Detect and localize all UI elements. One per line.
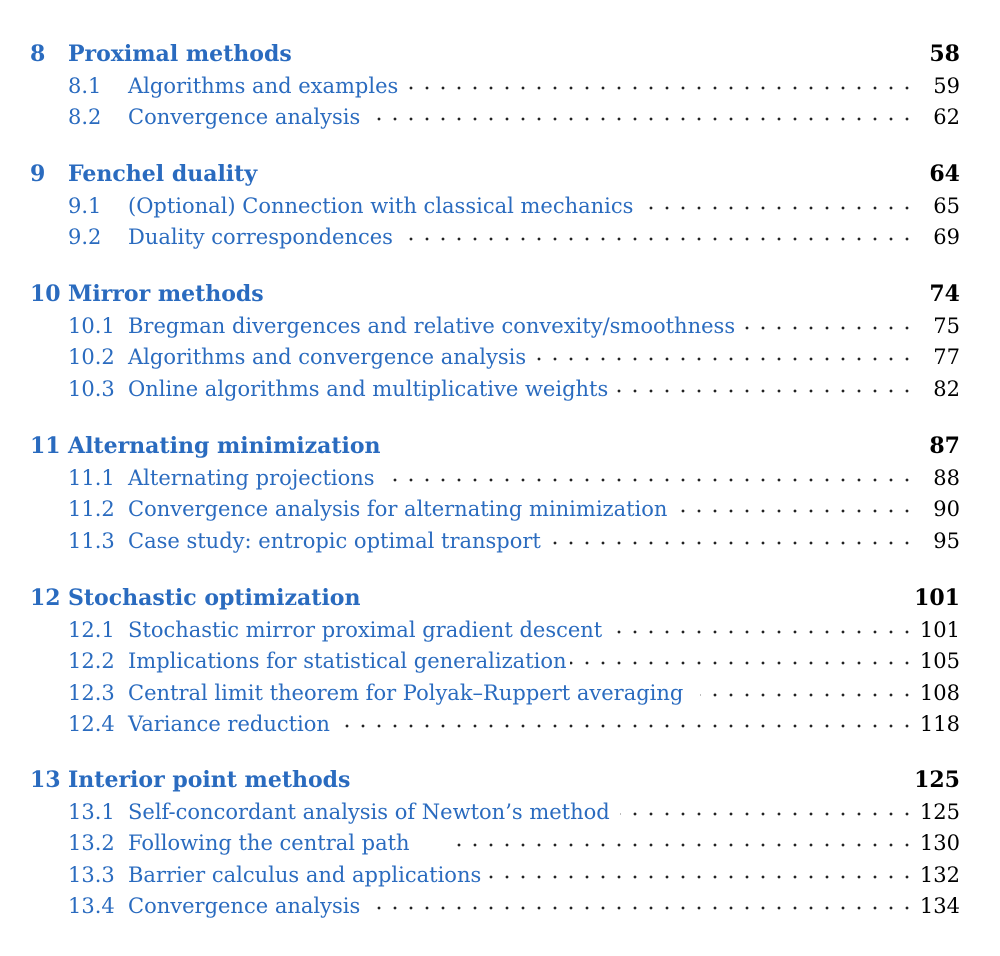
dot-leader <box>620 809 915 819</box>
section-page: 105 <box>919 649 960 673</box>
chapter-number: 10 <box>30 281 61 307</box>
toc-chapter-9[interactable] <box>0 158 1000 190</box>
section-page: 65 <box>933 194 960 218</box>
section-title[interactable]: Central limit theorem for Polyak–Ruppert averaging <box>128 681 684 705</box>
section-number: 9.1 <box>68 194 102 218</box>
section-page: 108 <box>919 681 960 705</box>
chapter-number: 12 <box>30 585 61 611</box>
section-page: 62 <box>933 105 960 129</box>
section-title[interactable]: Convergence analysis for alternating minimization <box>128 497 668 521</box>
chapter-number: 13 <box>30 767 61 793</box>
section-number: 11.2 <box>68 497 115 521</box>
section-title[interactable]: Algorithms and examples <box>128 74 399 98</box>
section-number: 12.1 <box>68 618 115 642</box>
toc-section-13-3[interactable] <box>0 859 1000 891</box>
chapter-title[interactable]: Mirror methods <box>68 281 264 307</box>
chapter-page: 74 <box>929 281 960 307</box>
section-page: 82 <box>933 377 960 401</box>
chapter-page: 101 <box>914 585 960 611</box>
section-title[interactable]: Convergence analysis <box>128 105 361 129</box>
section-title[interactable]: Stochastic mirror proximal gradient descent <box>128 618 603 642</box>
toc-chapter-11[interactable] <box>0 430 1000 462</box>
section-number: 12.4 <box>68 712 115 736</box>
toc-section-12-4[interactable] <box>0 708 1000 740</box>
section-number: 11.3 <box>68 529 115 553</box>
chapter-title[interactable]: Fenchel duality <box>68 161 258 187</box>
dot-leader <box>405 83 915 93</box>
dot-leader <box>370 114 915 124</box>
toc-section-10-3[interactable] <box>0 373 1000 405</box>
dot-leader <box>745 323 915 333</box>
toc-section-13-1[interactable] <box>0 796 1000 828</box>
section-title[interactable]: (Optional) Connection with classical mechanics <box>128 194 634 218</box>
section-page: 95 <box>933 529 960 553</box>
section-title[interactable]: Duality correspondences <box>128 225 393 249</box>
dot-leader <box>605 627 915 637</box>
toc-section-13-2[interactable] <box>0 827 1000 859</box>
toc-section-11-1[interactable] <box>0 462 1000 494</box>
section-page: 59 <box>933 74 960 98</box>
toc-section-11-3[interactable] <box>0 525 1000 557</box>
section-number: 13.3 <box>68 863 115 887</box>
section-title[interactable]: Online algorithms and multiplicative weights <box>128 377 609 401</box>
dot-leader <box>385 475 915 485</box>
section-number: 10.2 <box>68 345 115 369</box>
toc-section-12-2[interactable] <box>0 645 1000 677</box>
section-page: 101 <box>919 618 960 642</box>
section-page: 75 <box>933 314 960 338</box>
section-page: 90 <box>933 497 960 521</box>
chapter-title[interactable]: Alternating minimization <box>68 433 381 459</box>
section-number: 11.1 <box>68 466 115 490</box>
section-page: 69 <box>933 225 960 249</box>
toc-section-9-2[interactable] <box>0 221 1000 253</box>
section-number: 12.3 <box>68 681 115 705</box>
section-number: 8.1 <box>68 74 102 98</box>
section-number: 12.2 <box>68 649 115 673</box>
toc-chapter-12[interactable] <box>0 582 1000 614</box>
section-number: 9.2 <box>68 225 102 249</box>
dot-leader <box>445 840 915 850</box>
chapter-page: 87 <box>929 433 960 459</box>
toc-chapter-13[interactable] <box>0 764 1000 796</box>
dot-leader <box>615 386 915 396</box>
section-title[interactable]: Implications for statistical generalization <box>128 649 567 673</box>
dot-leader <box>550 538 915 548</box>
section-number: 13.4 <box>68 894 115 918</box>
section-number: 10.3 <box>68 377 115 401</box>
section-page: 77 <box>933 345 960 369</box>
section-number: 13.1 <box>68 800 115 824</box>
section-page: 134 <box>919 894 960 918</box>
dot-leader <box>370 903 915 913</box>
section-title[interactable]: Bregman divergences and relative convexity/smoothness <box>128 314 736 338</box>
section-number: 10.1 <box>68 314 115 338</box>
toc-section-11-2[interactable] <box>0 493 1000 525</box>
section-title[interactable]: Algorithms and convergence analysis <box>128 345 527 369</box>
section-title[interactable]: Alternating projections <box>128 466 375 490</box>
toc-section-9-1[interactable] <box>0 190 1000 222</box>
dot-leader <box>400 234 915 244</box>
section-page: 118 <box>919 712 960 736</box>
chapter-page: 64 <box>929 161 960 187</box>
toc-section-12-1[interactable] <box>0 614 1000 646</box>
dot-leader <box>570 658 915 668</box>
toc-chapter-8[interactable] <box>0 38 1000 70</box>
section-page: 132 <box>919 863 960 887</box>
toc-section-8-2[interactable] <box>0 101 1000 133</box>
section-number: 8.2 <box>68 105 102 129</box>
chapter-title[interactable]: Stochastic optimization <box>68 585 361 611</box>
chapter-title[interactable]: Proximal methods <box>68 41 292 67</box>
toc-section-12-3[interactable] <box>0 677 1000 709</box>
chapter-number: 11 <box>30 433 61 459</box>
dot-leader <box>535 354 915 364</box>
section-title[interactable]: Convergence analysis <box>128 894 361 918</box>
chapter-number: 9 <box>30 161 46 187</box>
section-title[interactable]: Variance reduction <box>128 712 330 736</box>
section-title[interactable]: Case study: entropic optimal transport <box>128 529 541 553</box>
section-title[interactable]: Barrier calculus and applications <box>128 863 482 887</box>
chapter-title[interactable]: Interior point methods <box>68 767 351 793</box>
toc-section-13-4[interactable] <box>0 890 1000 922</box>
dot-leader <box>700 690 915 700</box>
dot-leader <box>680 506 915 516</box>
toc-section-10-2[interactable] <box>0 341 1000 373</box>
chapter-number: 8 <box>30 41 46 67</box>
toc-section-10-1[interactable] <box>0 310 1000 342</box>
section-title[interactable]: Self-concordant analysis of Newton’s method <box>128 800 610 824</box>
section-page: 88 <box>933 466 960 490</box>
dot-leader <box>645 203 915 213</box>
dot-leader <box>335 721 915 731</box>
section-page: 130 <box>919 831 960 855</box>
toc-chapter-10[interactable] <box>0 278 1000 310</box>
toc-section-8-1[interactable] <box>0 70 1000 102</box>
chapter-page: 58 <box>929 41 960 67</box>
chapter-page: 125 <box>914 767 960 793</box>
dot-leader <box>485 872 915 882</box>
section-title[interactable]: Following the central path <box>128 831 410 855</box>
section-page: 125 <box>919 800 960 824</box>
section-number: 13.2 <box>68 831 115 855</box>
